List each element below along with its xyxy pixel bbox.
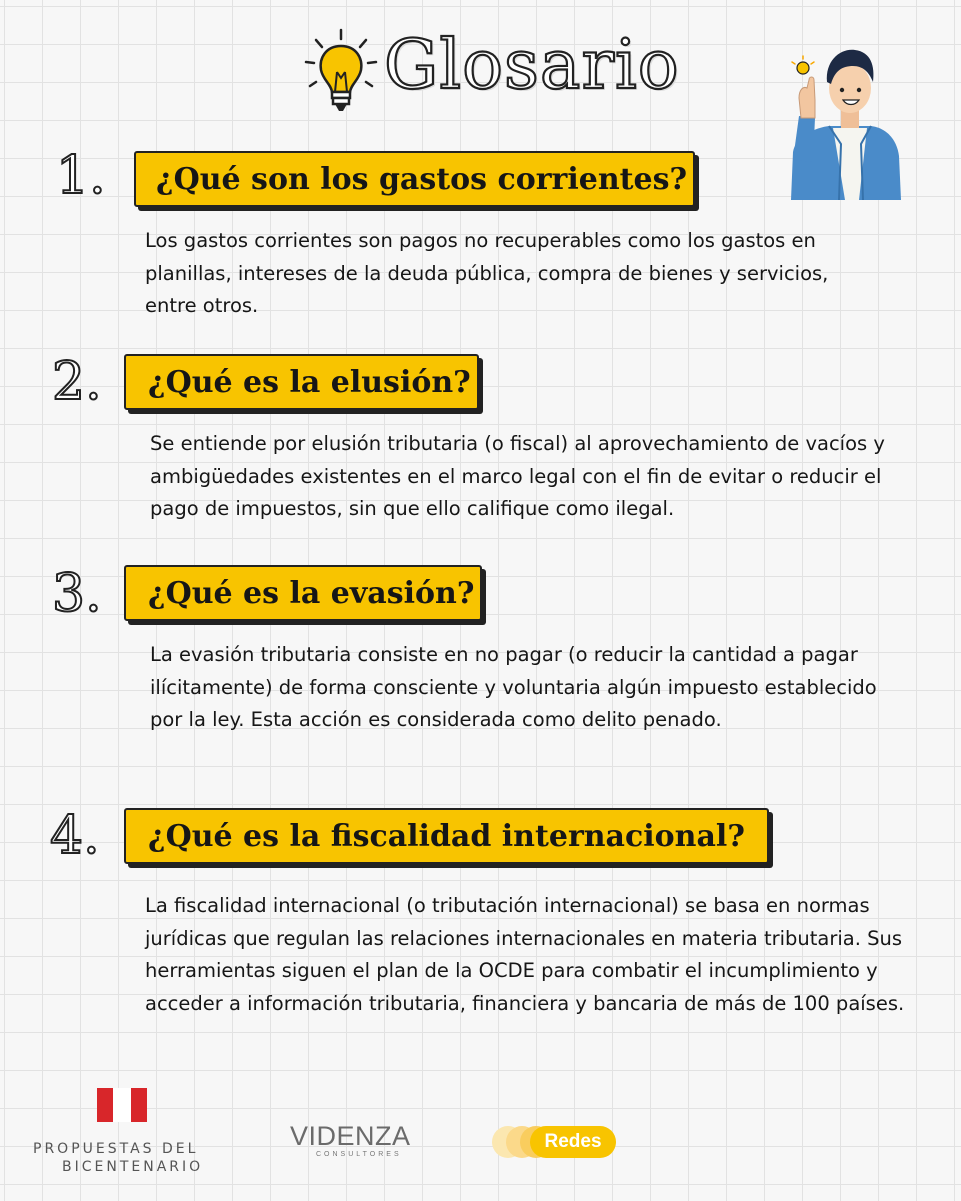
lightbulb-icon [302, 28, 380, 116]
answer-text: Los gastos corrientes son pagos no recuperables como los gastos en planillas, intereses de la deuda pública, compra de bienes y servicios, entre otros. [145, 229, 829, 317]
redes-badge[interactable]: Redes [530, 1126, 616, 1158]
answer-text: La fiscalidad internacional (o tributación internacional) se basa en normas jurídicas que regulan las relaciones internacionales en materia tributaria. Sus herramientas siguen el plan de la OCDE para combatir el incumplimiento y acceder a información tributaria, financiera y bancaria de más de 100 países. [145, 894, 905, 1015]
question-box: ¿Qué es la evasión? [124, 565, 482, 621]
videnza-logo [290, 1122, 430, 1162]
videnza-logo-sub: CONSULTORES [316, 1151, 402, 1158]
answer-text: Se entiende por elusión tributaria (o fiscal) al aprovechamiento de vacíos y ambigüedades existentes en el marco legal con el fin de evitar o reducir el pago de impuestos, sin que ello califique como ilegal. [150, 432, 885, 520]
question-box: ¿Qué es la fiscalidad internacional? [124, 808, 769, 864]
item-number: 1. [56, 146, 106, 206]
videnza-logo-name: VIDENZA [290, 1121, 411, 1151]
answer-text: La evasión tributaria consiste en no pagar (o reducir la cantidad a pagar ilícitamente) de forma consciente y voluntaria algún impuesto establecido por la ley. Esta acción es considerada como delito penado. [150, 643, 877, 731]
page-title: Glosario [384, 26, 680, 105]
propuestas-logo-line1: PROPUESTAS DEL [33, 1141, 199, 1157]
item-number: 4. [50, 806, 100, 866]
question-box: ¿Qué es la elusión? [124, 354, 479, 410]
man-pointing-up-illustration [783, 40, 903, 200]
item-number: 2. [52, 352, 102, 412]
item-number: 3. [52, 564, 102, 624]
question-box: ¿Qué son los gastos corrientes? [134, 151, 695, 207]
propuestas-logo-line2: BICENTENARIO [62, 1159, 204, 1175]
peru-flag-icon [97, 1088, 147, 1122]
